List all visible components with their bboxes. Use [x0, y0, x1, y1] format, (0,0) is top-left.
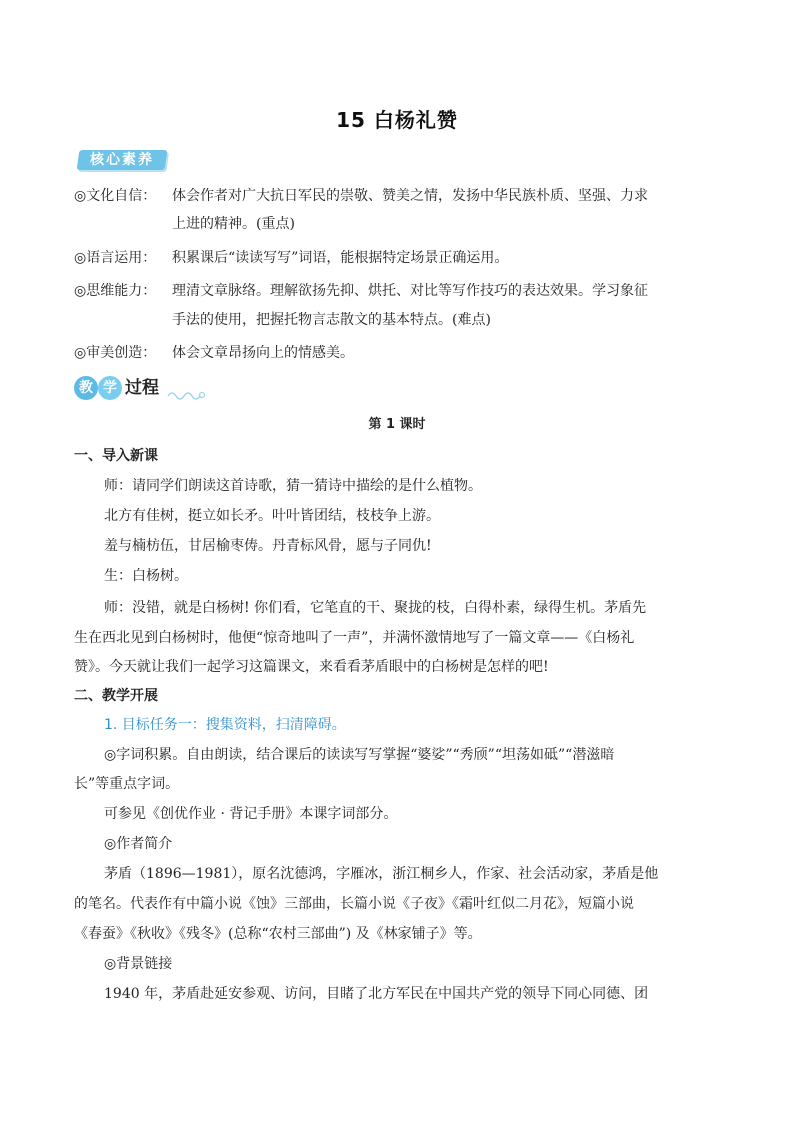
process-heading-rest: 过程 [125, 378, 159, 398]
target-task-1: 1. 目标任务一：搜集资料，扫清障碍。 [104, 717, 346, 733]
goal-thinking-label: ◎思维能力： [74, 283, 157, 299]
section-1-line: 羞与楠枋伍，甘居榆枣俦。丹青标风骨，愿与子同仇! [104, 538, 432, 554]
goal-culture-label: ◎文化自信： [74, 188, 157, 204]
section-2-line: 《春蚕》《秋收》《残冬》(总称“农村三部曲”) 及《林家铺子》等。 [74, 926, 482, 942]
cloud-decoration-icon [166, 388, 206, 400]
process-char-1: 教 [74, 376, 98, 400]
section-2-line: 的笔名。代表作有中篇小说《蚀》三部曲，长篇小说《子夜》《霜叶红似二月花》，短篇小说 [74, 896, 634, 912]
section-1-line: 生在西北见到白杨树时，他便“惊奇地叫了一声”，并满怀激情地写了一篇文章——《白杨礼 [74, 630, 635, 646]
section-1-line: 赞》。今天就让我们一起学习这篇课文，来看看茅盾眼中的白杨树是怎样的吧! [74, 659, 549, 675]
goal-language-line-1: 积累课后“读读写写”词语，能根据特定场景正确运用。 [172, 250, 509, 266]
section-1-line: 师：没错，就是白杨树! 你们看，它笔直的干、聚拢的枝，白得朴素，绿得生机。茅盾先 [104, 600, 647, 616]
section-2-line: ◎字词积累。自由朗读，结合课后的读读写写掌握“婆娑”“秀颀”“坦荡如砥”“潜滋暗 [104, 747, 615, 763]
teaching-process-heading [74, 374, 204, 404]
goal-thinking-line-2: 手法的使用，把握托物言志散文的基本特点。(难点) [172, 312, 491, 328]
goal-aesthetic-label: ◎审美创造： [74, 345, 157, 361]
section-1-line: 师：请同学们朗读这首诗歌，猜一猜诗中描绘的是什么植物。 [104, 478, 482, 494]
badge-label: 核心素养 [90, 152, 154, 168]
section-2-line: ◎作者简介 [104, 836, 173, 852]
section-2-line: 茅盾（1896—1981），原名沈德鸿，字雁冰，浙江桐乡人，作家、社会活动家，茅盾是他 [104, 866, 659, 882]
section-2-line: ◎背景链接 [104, 956, 173, 972]
process-char-2: 学 [98, 376, 122, 400]
section-1-line: 生：白杨树。 [104, 568, 188, 584]
section-2-line: 1940 年，茅盾赴延安参观、访问，目睹了北方军民在中国共产党的领导下同心同德、团 [104, 986, 649, 1002]
document-title: 15 白杨礼赞 [336, 108, 458, 132]
goal-culture-line-2: 上进的精神。(重点) [172, 216, 295, 232]
section-1-line: 北方有佳树，挺立如长矛。叶叶皆团结，枝枝争上游。 [104, 508, 440, 524]
goal-language-label: ◎语言运用： [74, 250, 157, 266]
section-2-line: 可参见《创优作业 · 背记手册》本课字词部分。 [104, 806, 398, 822]
section-2-heading: 二、教学开展 [74, 688, 158, 704]
goal-culture-line-1: 体会作者对广大抗日军民的崇敬、赞美之情，发扬中华民族朴质、坚强、力求 [172, 188, 648, 204]
goal-thinking-line-1: 理清文章脉络。理解欲扬先抑、烘托、对比等写作技巧的表达效果。学习象征 [172, 283, 648, 299]
section-2-line: 长”等重点字词。 [74, 776, 180, 792]
section-1-heading: 一、导入新课 [74, 448, 158, 464]
goal-aesthetic-line-1: 体会文章昂扬向上的情感美。 [172, 345, 354, 361]
core-competency-badge [74, 148, 170, 172]
lesson-label: 第 1 课时 [368, 417, 426, 432]
